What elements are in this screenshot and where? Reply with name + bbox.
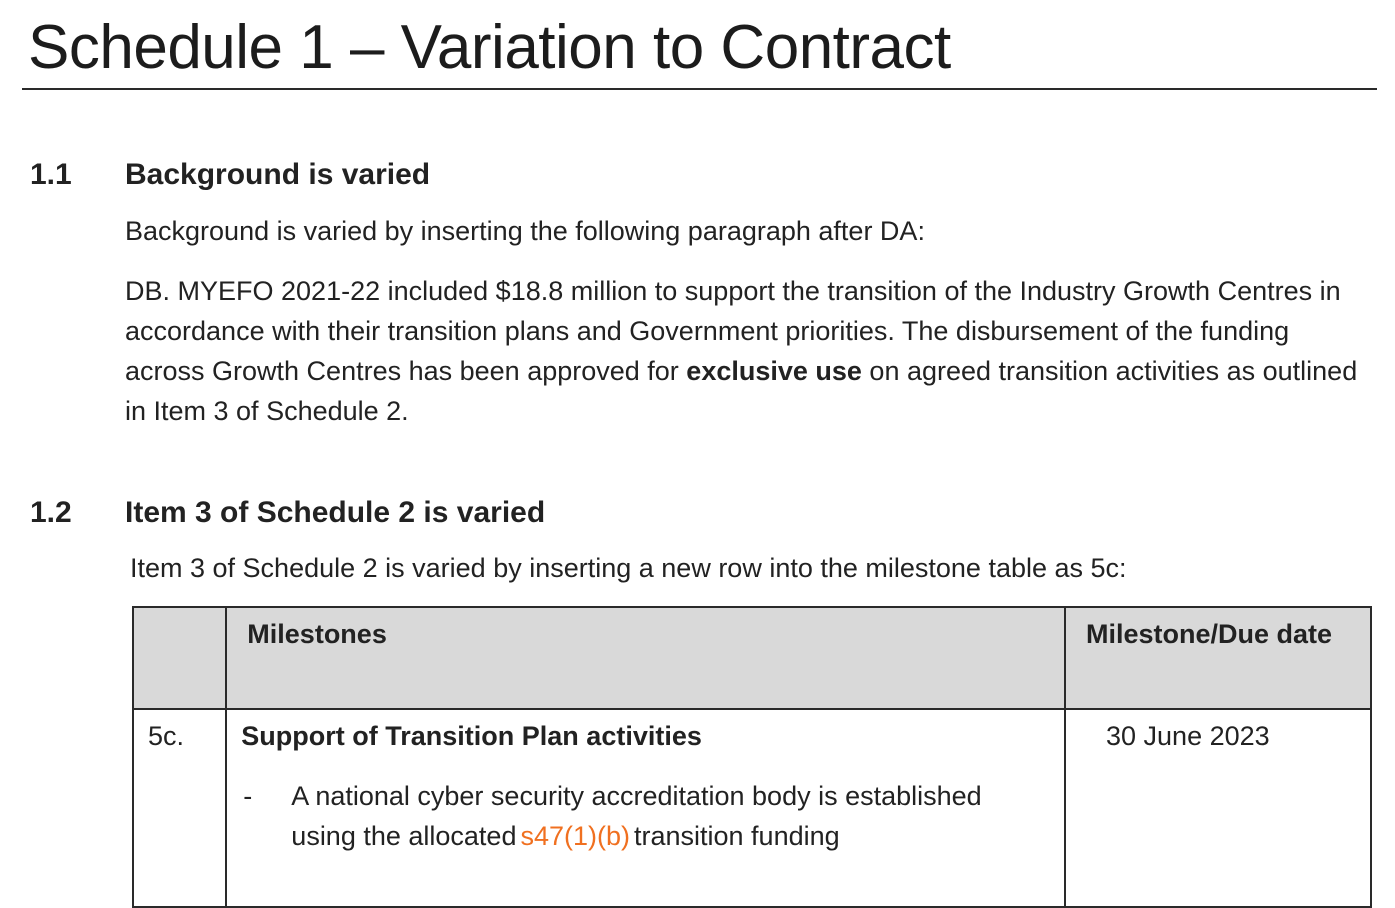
section-intro-1-1: Background is varied by inserting the following paragraph after DA: [125, 216, 925, 246]
section-body-1-1 [125, 271, 1360, 431]
header-cell-milestones: Milestones [226, 607, 1065, 709]
section-number-1-1: 1.1 [30, 158, 72, 191]
milestone-table [132, 606, 1372, 908]
section-heading-1-1: Background is varied [125, 158, 431, 191]
body-text-part2: on agreed transition activities as outlined in Item 3 of Schedule 2. [125, 356, 1358, 426]
header-cell-due-date: Milestone/Due date [1065, 607, 1371, 709]
bullet-text-before: A national cyber security accreditation body is established using the allocated [291, 781, 982, 851]
milestone-heading: Support of Transition Plan activities [241, 721, 702, 751]
body-text-part1: DB. MYEFO 2021-22 included $18.8 million to support the transition of the Industry Growth Centres in accordance with their transition plans and Government priorities. The disbursement of the funding across Growth Centres has been approved for [125, 276, 1341, 386]
body-text-bold: exclusive use [686, 356, 862, 386]
table-row [133, 709, 1371, 907]
section-intro-1-2: Item 3 of Schedule 2 is varied by inserting a new row into the milestone table as 5c: [130, 553, 1127, 583]
milestone-bullet [241, 776, 1048, 906]
section-number-1-2: 1.2 [30, 496, 72, 529]
title-rule [22, 88, 1377, 90]
header-cell-number [133, 607, 226, 709]
section-heading-1-2: Item 3 of Schedule 2 is varied [125, 496, 546, 529]
row-due-date-cell: 30 June 2023 [1065, 709, 1371, 907]
table-header-row [133, 607, 1371, 709]
page-title: Schedule 1 – Variation to Contract [28, 13, 951, 82]
redaction-label: s47(1)(b) [520, 821, 630, 851]
bullet-text-after: transition funding [634, 821, 840, 851]
bullet-dash: - [243, 781, 253, 811]
row-milestone-cell [226, 709, 1065, 907]
row-number-cell: 5c. [133, 709, 226, 907]
